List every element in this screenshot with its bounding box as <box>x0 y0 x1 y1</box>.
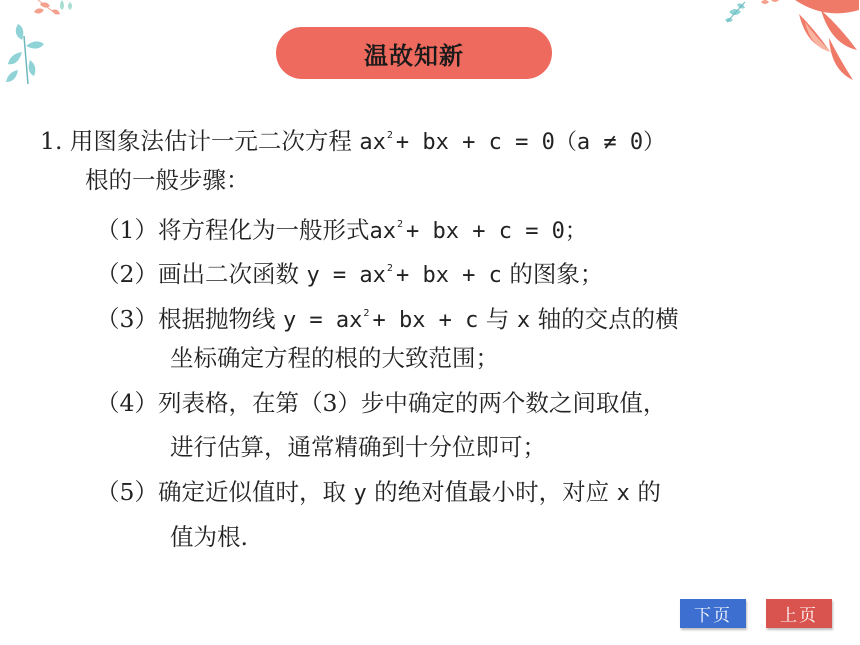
equation-text: $y = ax^2$ + bx + c <box>282 308 479 333</box>
section-title: 温故知新 <box>364 41 464 70</box>
next-page-button[interactable]: 下页 <box>680 599 746 628</box>
previous-page-button[interactable]: 上页 <box>766 599 832 628</box>
question-line-2: 根的一般步骤： <box>85 166 250 194</box>
question-line-1: 1. 用图象法估计一元二次方程 $ax^2$ + bx + c = 0（a ≠ 0） <box>40 127 666 155</box>
equation-text: $ax^2$ + bx + c = 0（a ≠ 0） <box>359 130 666 155</box>
step-5-continued: 值为根. <box>170 523 248 551</box>
step-1: （1）将方程化为一般形式$ax^2$ + bx + c = 0； <box>96 216 587 244</box>
step-3: （3）根据抛物线 $y = ax^2$ + bx + c 与 x 轴的交点的横 <box>96 305 679 333</box>
step-4: （4）列表格，在第（3）步中确定的两个数之间取值， <box>96 389 667 417</box>
step-4-continued: 进行估算，通常精确到十分位即可； <box>170 433 546 461</box>
step-2: （2）画出二次函数 $y = ax^2$ + bx + c 的图象； <box>96 260 604 288</box>
question-number: 1. <box>40 127 63 155</box>
step-5: （5）确定近似值时，取 y 的绝对值最小时，对应 x 的 <box>96 478 661 506</box>
equation-text: $y = ax^2$ + bx + c <box>306 263 502 288</box>
step-3-continued: 坐标确定方程的根的大致范围； <box>170 344 499 372</box>
equation-text: $ax^2$ + bx + c = 0； <box>369 219 587 244</box>
